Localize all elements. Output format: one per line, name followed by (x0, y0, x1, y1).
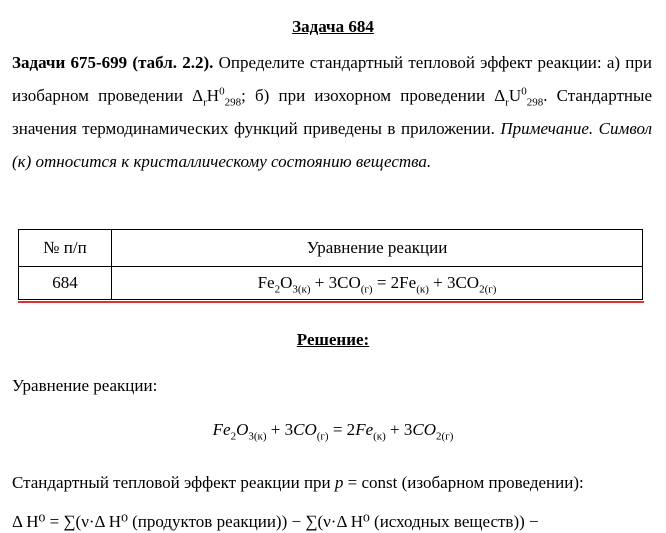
eq-sub: (к) (373, 430, 386, 443)
statement-text-a: Определите стандартный тепловой эффект реакции: а) при изобарном проведении Δ (12, 53, 652, 105)
reaction-table (18, 229, 643, 300)
sub-298: 298 (526, 96, 544, 109)
spellcheck-underline (18, 301, 644, 303)
eq-sub: 2(г) (479, 283, 497, 296)
sup-zero: 0 (521, 85, 527, 98)
eq-part: = 2Fe (372, 273, 417, 292)
eq-part: + 3CO (310, 273, 361, 292)
sub-r: r (203, 96, 207, 109)
solution-heading: Решение: (296, 330, 370, 349)
eq-part: = 2 (328, 420, 356, 439)
eq-part: + 3 (385, 420, 413, 439)
eq-sub: (к) (416, 283, 429, 296)
eq-part: CO (293, 420, 317, 439)
pressure-symbol: p (334, 473, 344, 492)
task-title: Задача 684 (292, 17, 374, 36)
text-part: = const (изобарном проведении): (343, 473, 584, 492)
eq-part: Fe (212, 420, 231, 439)
eq-part: O (236, 420, 249, 439)
enthalpy-formula: Δ H⁰ = ∑(ν·Δ H⁰ (продуктов реакции)) − ∑(ν·Δ H⁰ (исходных веществ)) − (12, 512, 539, 531)
task-statement (12, 46, 652, 178)
table-header-row (19, 230, 643, 267)
eq-part: Fe (257, 273, 275, 292)
header-equation: Уравнение реакции (112, 230, 643, 267)
eq-sub: 2 (230, 430, 237, 443)
sub-298: 298 (224, 96, 242, 109)
row-equation (112, 267, 643, 300)
eq-sub: (г) (360, 283, 373, 296)
statement-text-b: ; б) при изохорном проведении Δ (241, 86, 506, 105)
eq-part: + 3CO (428, 273, 480, 292)
energy-symbol: U (508, 86, 522, 105)
task-range-label: Задачи 675-699 (табл. 2.2). (12, 53, 214, 72)
reaction-label: Уравнение реакции: (12, 376, 158, 395)
isobaric-text (12, 473, 584, 493)
text-part: Стандартный тепловой эффект реакции при (12, 473, 335, 492)
eq-sub: 3(к) (292, 283, 311, 296)
eq-part: Fe (355, 420, 374, 439)
enthalpy-symbol: H (206, 86, 220, 105)
eq-part: O (280, 273, 293, 292)
eq-sub: 3(к) (248, 430, 267, 443)
sub-r: r (505, 96, 509, 109)
eq-sub: 2 (274, 283, 281, 296)
reaction-equation (0, 420, 666, 443)
row-number: 684 (19, 267, 112, 300)
table-row (19, 267, 643, 300)
sup-zero: 0 (219, 85, 225, 98)
eq-sub: 2(г) (436, 430, 454, 443)
eq-part: + 3 (266, 420, 294, 439)
header-number: № п/п (19, 230, 112, 267)
eq-sub: (г) (316, 430, 329, 443)
eq-part: CO (412, 420, 437, 439)
note-italic: Примечание. Символ (к) относится к кристаллическому состоянию вещества. (12, 119, 652, 171)
statement-text-c: . Стандартные значения термодинамических функций приведены в приложении. (12, 86, 652, 138)
